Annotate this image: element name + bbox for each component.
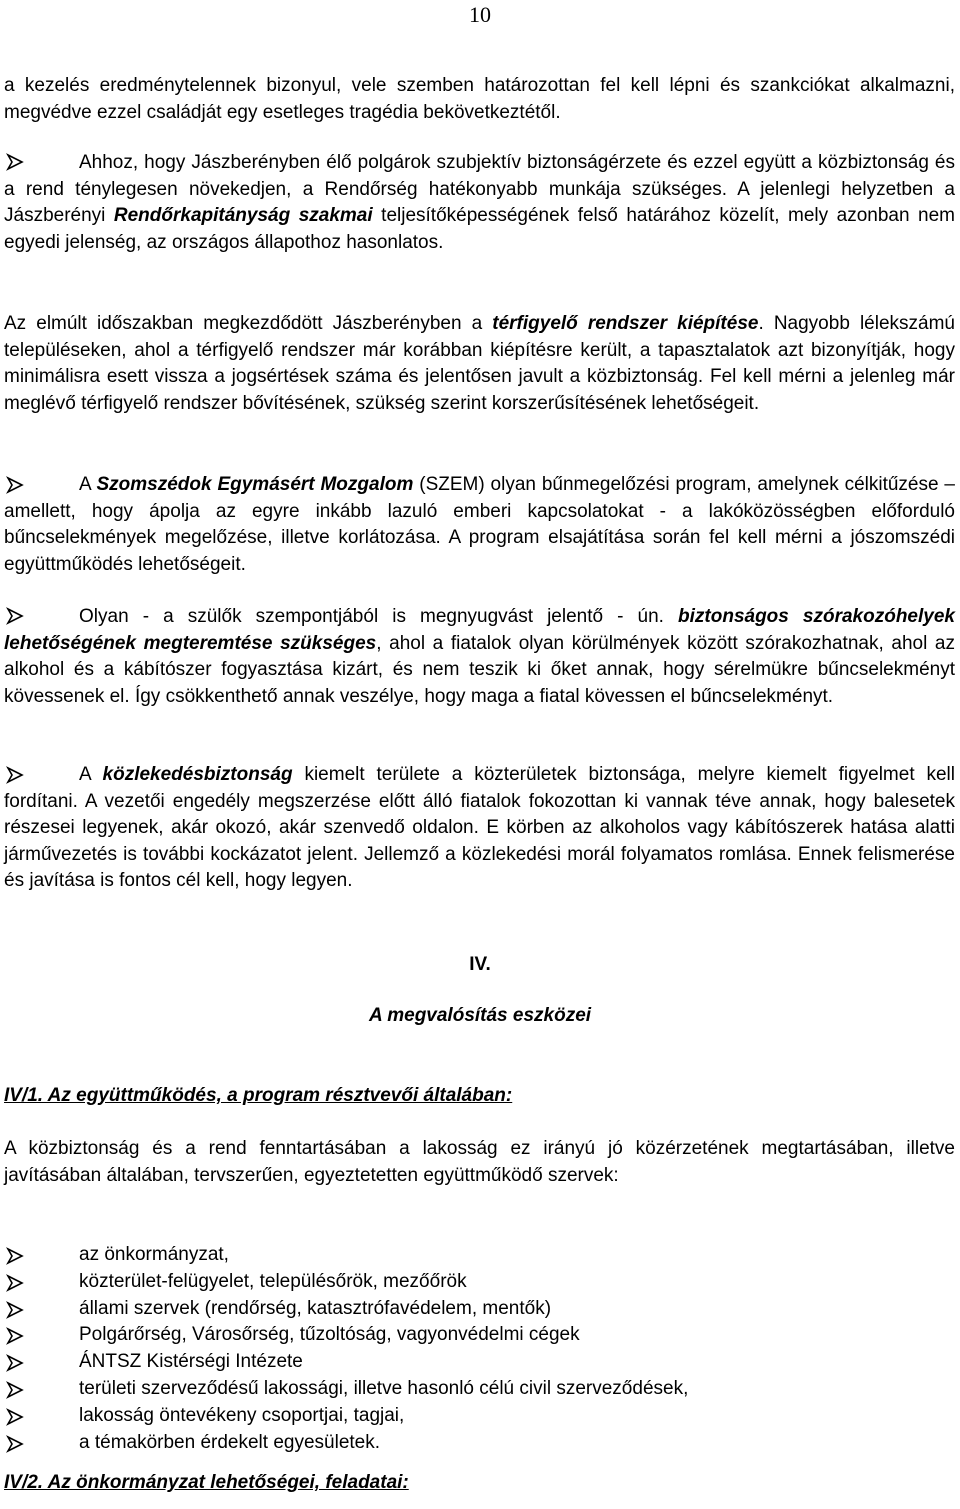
paragraph-text: kiemelt területe a közterületek biztonsága, melyre kiemelt figyelmet kell fordítani. A vezetői engedély megszerzése előtt álló fiatalok fokozottan ki vannak téve annak, hogy balesetek részesei legyenek, akár okozó, akár szenvedő oldalon. E körben az alkoholos vagy kábítószerek hatása alatti járművezetés is további kockázatot jelent. Jellemző a közlekedési morál folyamatos romlása. Ennek felismerése és javítása is fontos cél kell, hogy legyen.: [4, 764, 956, 891]
list-item-label: területi szerveződésű lakossági, illetve hasonló célú civil szerveződések,: [79, 1377, 689, 1399]
participants-list: [0, 1242, 688, 1456]
emphasis-text: térfigyelő rendszer kiépítése: [492, 313, 759, 334]
arrowhead-bullet-icon: [6, 1247, 24, 1265]
paragraph-terfigyelo: [4, 311, 955, 417]
list-item-label: az önkormányzat,: [79, 1244, 229, 1265]
list-item: [0, 1376, 688, 1403]
list-item-label: közterület-felügyelet, településőrök, mezőőrök: [79, 1270, 467, 1292]
paragraph-text: Olyan - a szülők szempontjából is megnyugvást jelentő - ún.: [79, 606, 679, 627]
list-item: [0, 1269, 688, 1296]
paragraph-text: A: [79, 474, 97, 495]
list-item-label: lakosság öntevékeny csoportjai, tagjai,: [79, 1404, 405, 1426]
page-number: 10: [469, 2, 491, 27]
paragraph-text: A: [79, 764, 103, 785]
paragraph-continuation: a kezelés eredménytelennek bizonyul, vele szemben határozottan fel kell lépni és szankciókat alkalmazni, megvédve ezzel családját egy esetleges tragédia bekövetkeztétől.: [4, 75, 955, 123]
arrowhead-bullet-icon: [6, 1435, 24, 1453]
arrowhead-bullet-icon: [6, 1381, 24, 1399]
paragraph-szem: [4, 472, 955, 578]
list-item: [0, 1296, 688, 1323]
paragraph-intro: A közbiztonság és a rend fenntartásában a lakosság ez irányú jó közérzetének megtartásában, illetve javításában általában, tervszerűen, egyeztetetten együttműködő szervek:: [4, 1138, 955, 1186]
section-heading-1: IV/1. Az együttműködés, a program résztvevői általában:: [4, 1085, 513, 1106]
paragraph-kozlekedes: [4, 762, 955, 895]
list-item: [0, 1430, 688, 1457]
paragraph-szorakozohely: [4, 604, 955, 710]
emphasis-text: biztonságos szórakozóhelyek lehetőségének megteremtése szükséges: [4, 606, 955, 654]
chapter-title: A megvalósítás eszközei: [368, 1005, 592, 1026]
list-item: [0, 1349, 688, 1376]
chapter-number: IV.: [469, 954, 491, 975]
list-item-label: Polgárőrség, Városőrség, tűzoltóság, vagyonvédelmi cégek: [79, 1324, 580, 1346]
paragraph-text: Ahhoz, hogy Jászberényben élő polgárok szubjektív biztonságérzete és ezzel együtt a közbiztonság és a rend ténylegesen növekedjen, a Rendőrség hatékonyabb munkája szükséges. A jelenlegi helyzetben a Jászberényi: [4, 152, 955, 226]
arrowhead-bullet-icon: [6, 1274, 24, 1292]
emphasis-text: Rendőrkapitányság szakmai: [113, 205, 373, 226]
section-heading-2: IV/2. Az önkormányzat lehetőségei, feladatai:: [4, 1472, 409, 1493]
list-item-label: a témakörben érdekelt egyesületek.: [79, 1431, 381, 1453]
list-item: [0, 1403, 688, 1430]
paragraph-text: , ahol a fiatalok olyan körülmények között szórakozhatnak, ahol az alkohol és a kábítószer fogyasztása kizárt, és nem teszik ki őket annak, hogy sérelmükre bűncselekményt kövessenek el. Így csökkenthető annak veszélye, hogy maga a fiatal kövessen el bűncselekményt.: [4, 632, 955, 707]
arrowhead-bullet-icon: [6, 1301, 24, 1319]
arrowhead-bullet-icon: [6, 1354, 24, 1372]
list-item-label: ÁNTSZ Kistérségi Intézete: [79, 1351, 303, 1373]
arrowhead-bullet-icon: [6, 1327, 24, 1345]
list-item-label: állami szervek (rendőrség, katasztrófavédelem, mentők): [79, 1297, 552, 1319]
list-item: [0, 1242, 688, 1269]
paragraph-text: . Nagyobb lélekszámú településeken, ahol a térfigyelő rendszer már korábban kiépítésre került, a tapasztalatok azt bizonyítják, hogy minimálisra esett vissza a jogsértések száma és jelentősen javult a közbiztonság. Fel kell mérni a jelenleg már meglévő térfigyelő rendszer bővítésének, szükség szerint korszerűsítésének lehetőségeit.: [4, 313, 956, 414]
paragraph-text: Az elmúlt időszakban megkezdődött Jászberényben a: [4, 313, 493, 334]
arrowhead-bullet-icon: [6, 1408, 24, 1426]
paragraph-text: teljesítőképességének felső határához közelít, mely azonban nem egyedi jelenség, az országos állapothoz hasonlatos.: [4, 205, 956, 253]
paragraph-rendorseg: [4, 150, 955, 256]
emphasis-text: közlekedésbiztonság: [102, 764, 293, 785]
list-item: [0, 1322, 688, 1349]
emphasis-text: Szomszédok Egymásért Mozgalom: [96, 474, 414, 495]
paragraph-text: (SZEM) olyan bűnmegelőzési program, amelynek célkitűzése – amellett, hogy ápolja az egyre inkább lazuló emberi kapcsolatokat - a lakóközösségben előforduló bűncselekmények megelőzése, illetve korlátozása. A program elsajátítása során fel kell mérni a jószomszédi együttműködés lehetőségeit.: [4, 474, 955, 575]
